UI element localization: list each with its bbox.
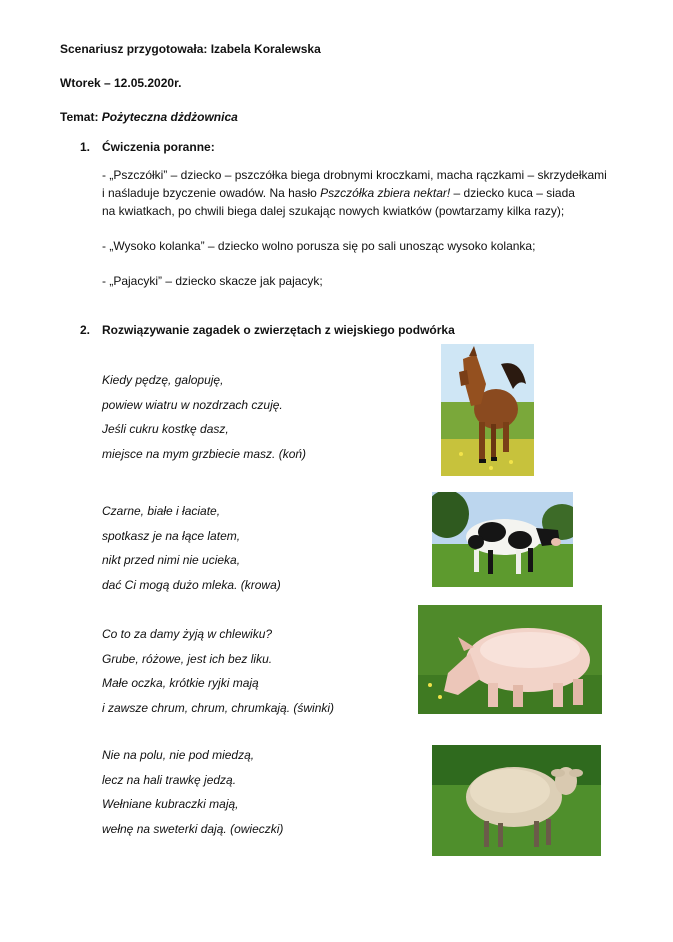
- topic-label: Temat:: [60, 110, 99, 124]
- exercise-jumping-jacks: - „Pajacyki” – dziecko skacze jak pajacyk;: [102, 274, 323, 288]
- riddle-line: Małe oczka, krótkie ryjki mają: [102, 676, 259, 690]
- pig-photo: [418, 605, 602, 714]
- riddle-line: Wełniane kubraczki mają,: [102, 797, 239, 811]
- riddle-line: spotkasz je na łące latem,: [102, 528, 241, 543]
- exercise-bees-line2: i naśladuje bzyczenie owadów. Na hasło Pszczółka zbiera nektar! – dziecko kuca – siada: [102, 186, 575, 200]
- riddle-line: Nie na polu, nie pod miedzą,: [102, 748, 255, 762]
- riddle-line: powiew wiatru w nozdrzach czuję.: [102, 397, 283, 412]
- horse-photo: [441, 344, 534, 476]
- riddle-pig: [102, 622, 334, 720]
- exercise-bees-line3: na kwiatkach, po chwili biega dalej szukając nowych kwiatków (powtarzamy kilka razy);: [102, 204, 565, 218]
- sheep-photo: [432, 745, 601, 856]
- section2-number: 2.: [80, 323, 91, 337]
- riddle-line: Jeśli cukru kostkę dasz,: [102, 422, 229, 436]
- riddle-line: dać Ci mogą dużo mleka. (krowa): [102, 577, 281, 592]
- exercise-bees: [102, 166, 607, 220]
- riddle-line: Co to za damy żyją w chlewiku?: [102, 627, 273, 641]
- section1-title: Ćwiczenia poranne:: [102, 140, 215, 154]
- riddle-line: Grube, różowe, jest ich bez liku.: [102, 651, 273, 666]
- riddle-line: Kiedy pędzę, galopuję,: [102, 373, 224, 387]
- riddle-sheep: [102, 743, 283, 841]
- riddle-cow: [102, 499, 281, 597]
- riddle-line: Czarne, białe i łaciate,: [102, 504, 221, 518]
- riddle-line: nikt przed nimi nie ucieka,: [102, 553, 241, 567]
- section2-title: Rozwiązywanie zagadek o zwierzętach z wiejskiego podwórka: [102, 323, 455, 337]
- topic-title: Pożyteczna dżdżownica: [101, 110, 238, 124]
- author-line: Scenariusz przygotowała: Izabela Koralewska: [60, 42, 321, 56]
- exercise-bees-line1: - „Pszczółki” – dziecko – pszczółka biega drobnymi kroczkami, macha rączkami – skrzydełkami: [102, 168, 607, 182]
- riddle-horse: [102, 368, 306, 466]
- riddle-line: wełnę na sweterki dają. (owieczki): [102, 821, 284, 836]
- date-line: Wtorek – 12.05.2020r.: [60, 76, 182, 90]
- riddle-line: miejsce na mym grzbiecie masz. (koń): [102, 446, 307, 461]
- riddle-line: i zawsze chrum, chrum, chrumkają. (świnki): [102, 700, 335, 715]
- exercise-knees: - „Wysoko kolanka” – dziecko wolno porusza się po sali unosząc wysoko kolanka;: [102, 239, 536, 253]
- section1-number: 1.: [80, 140, 91, 154]
- cow-photo: [432, 492, 573, 587]
- riddle-line: lecz na hali trawkę jedzą.: [102, 772, 237, 787]
- topic-line: [60, 110, 238, 124]
